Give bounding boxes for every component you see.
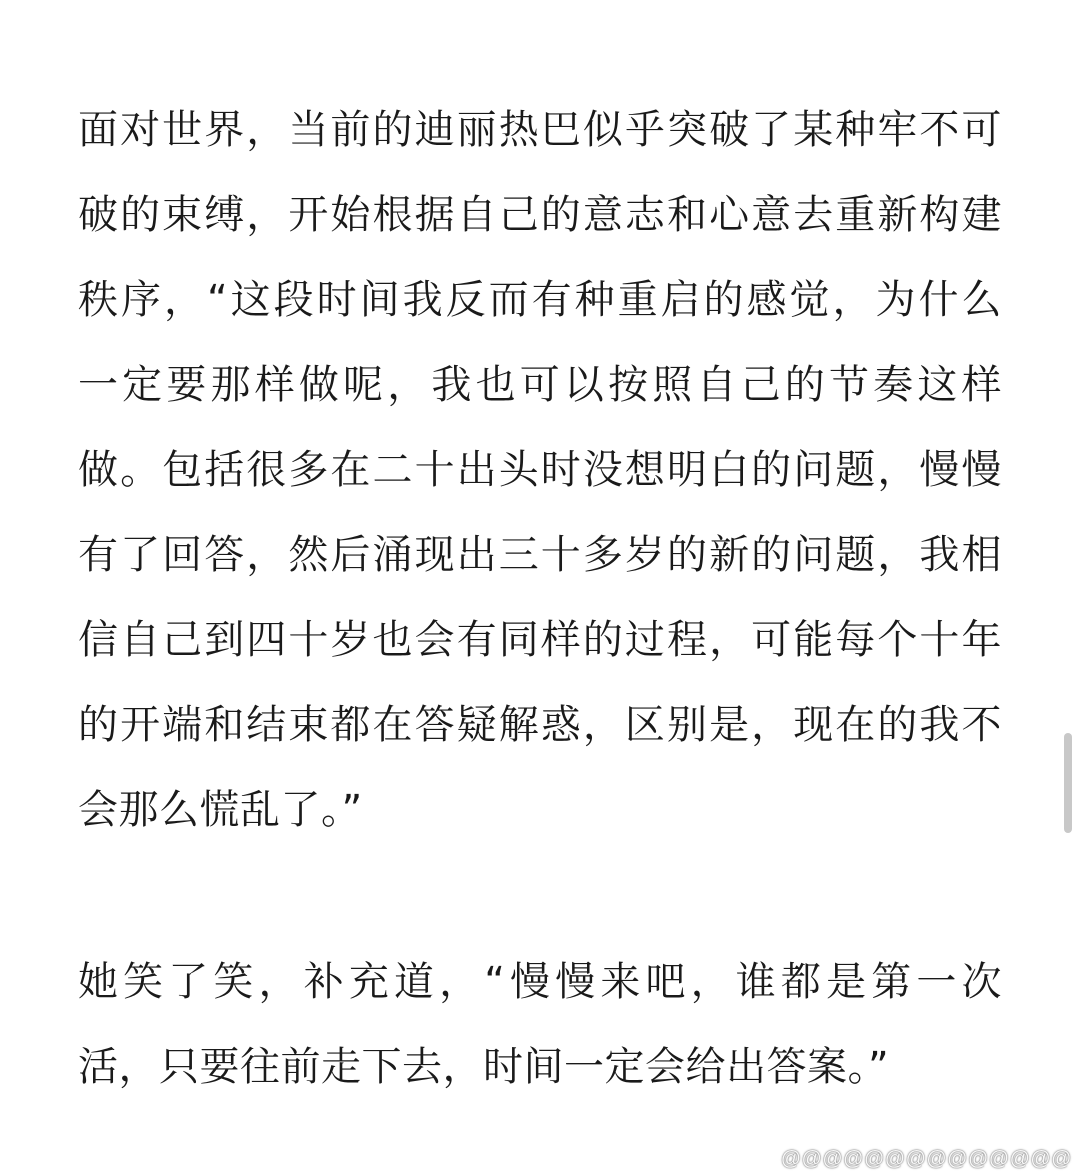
text-line: 活，只要往前走下去，时间一定会给出答案。” [78, 1044, 890, 1090]
text-line: 的开端和结束都在答疑解惑，区别是，现在的我不 [78, 702, 1002, 748]
text-line: 秩序，“这段时间我反而有种重启的感觉，为什么 [78, 277, 1002, 323]
scrollbar-thumb[interactable] [1064, 733, 1072, 833]
paragraph-1 [78, 88, 1002, 853]
text-line: 一定要那样做呢，我也可以按照自己的节奏这样 [78, 362, 1002, 408]
text-line: 做。包括很多在二十出头时没想明白的问题，慢慢 [78, 447, 1002, 493]
text-line: 会那么慌乱了。” [78, 787, 363, 833]
text-line: 有了回答，然后涌现出三十多岁的新的问题，我相 [78, 532, 1002, 578]
paragraph-2 [78, 940, 1002, 1110]
paragraph-spacer [78, 853, 1002, 940]
watermark: @@@@@@@@@@@@@@ [780, 1148, 1072, 1170]
text-line: 信自己到四十岁也会有同样的过程，可能每个十年 [78, 617, 1002, 663]
text-line: 面对世界，当前的迪丽热巴似乎突破了某种牢不可 [78, 107, 1002, 153]
article-body [78, 88, 1002, 1110]
text-line: 破的束缚，开始根据自己的意志和心意去重新构建 [78, 192, 1002, 238]
text-line: 她笑了笑，补充道，“慢慢来吧，谁都是第一次 [78, 959, 1002, 1005]
